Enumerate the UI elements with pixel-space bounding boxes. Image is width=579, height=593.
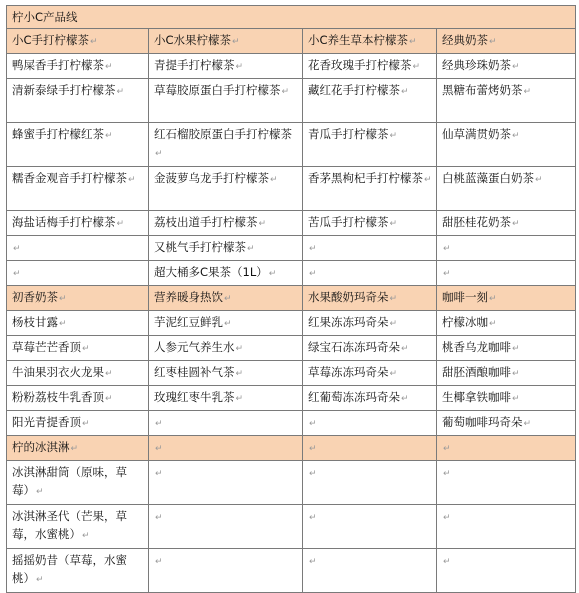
product-name: 草莓胶原蛋白手打柠檬茶 [154, 83, 281, 97]
section-header-text: 水果酸奶玛奇朵 [308, 290, 389, 304]
product-name: 红果冻冻玛奇朵 [308, 315, 389, 329]
section-header-cell: 营养暖身热饮↵ [149, 286, 303, 311]
product-name: 草莓芒芒香顶 [12, 340, 81, 354]
product-cell: 人参元气养生水↵ [149, 336, 303, 361]
section-header-row [7, 436, 576, 461]
table-row [7, 461, 576, 505]
product-cell: 绿宝石冻冻玛奇朵↵ [303, 336, 437, 361]
table-row [7, 123, 576, 167]
product-cell: 苦瓜手打柠檬茶↵ [303, 211, 437, 236]
product-cell: ↵ [437, 461, 576, 505]
product-cell: 青瓜手打柠檬茶↵ [303, 123, 437, 167]
product-cell: 鸭屎香手打柠檬茶↵ [7, 54, 149, 79]
product-name: 葡萄咖啡玛奇朵 [442, 415, 523, 429]
product-cell: 红石榴胶原蛋白手打柠檬茶↵ [149, 123, 303, 167]
section-header-cell: 水果酸奶玛奇朵↵ [303, 286, 437, 311]
product-cell: ↵ [7, 261, 149, 286]
product-cell: ↵ [7, 236, 149, 261]
product-cell: 糯香金观音手打柠檬茶↵ [7, 167, 149, 211]
section-header-text: 小C手打柠檬茶 [12, 33, 90, 47]
product-cell: ↵ [303, 549, 437, 593]
product-cell: ↵ [303, 461, 437, 505]
product-table-body [7, 6, 576, 593]
product-name: 人参元气养生水 [154, 340, 235, 354]
product-name: 红葡萄冻冻玛奇朵 [308, 390, 400, 404]
product-cell: 草莓冻冻玛奇朵↵ [303, 361, 437, 386]
product-cell: 甜胚桂花奶茶↵ [437, 211, 576, 236]
table-row [7, 336, 576, 361]
product-line-table [6, 5, 576, 593]
product-name: 又桃气手打柠檬茶 [154, 240, 246, 254]
table-row [7, 79, 576, 123]
product-cell: 蜂蜜手打柠檬红茶↵ [7, 123, 149, 167]
section-header-text: 营养暖身热饮 [154, 290, 223, 304]
product-cell: ↵ [303, 411, 437, 436]
section-header-text: 咖啡一刻 [442, 290, 488, 304]
product-name: 甜胚酒酿咖啡 [442, 365, 511, 379]
product-cell: 玫瑰红枣牛乳茶↵ [149, 386, 303, 411]
product-cell: 清新泰绿手打柠檬茶↵ [7, 79, 149, 123]
product-cell: 摇摇奶昔（草莓，水蜜桃）↵ [7, 549, 149, 593]
product-cell: ↵ [303, 236, 437, 261]
product-cell: 红果冻冻玛奇朵↵ [303, 311, 437, 336]
product-name: 经典珍珠奶茶 [442, 58, 511, 72]
table-row [7, 211, 576, 236]
product-cell: 红葡萄冻冻玛奇朵↵ [303, 386, 437, 411]
product-cell: 白桃蓝藻蛋白奶茶↵ [437, 167, 576, 211]
product-name: 粉粉荔枝牛乳香顶 [12, 390, 104, 404]
table-row [7, 54, 576, 79]
product-cell: ↵ [303, 261, 437, 286]
section-header-cell: 小C手打柠檬茶↵ [7, 29, 149, 54]
table-row [7, 549, 576, 593]
table-row [7, 261, 576, 286]
section-header-cell: 小C水果柠檬茶↵ [149, 29, 303, 54]
product-name: 清新泰绿手打柠檬茶 [12, 83, 116, 97]
product-cell: 香茅黑枸杞手打柠檬茶↵ [303, 167, 437, 211]
product-cell: 经典珍珠奶茶↵ [437, 54, 576, 79]
title-cell [7, 6, 576, 29]
product-name: 白桃蓝藻蛋白奶茶 [442, 171, 534, 185]
section-header-text: 小C水果柠檬茶 [154, 33, 232, 47]
section-header-cell: ↵ [149, 436, 303, 461]
product-name: 摇摇奶昔（草莓，水蜜桃） [12, 553, 127, 585]
product-cell: 葡萄咖啡玛奇朵↵ [437, 411, 576, 436]
table-row [7, 167, 576, 211]
section-header-text: 经典奶茶 [442, 33, 488, 47]
product-name: 桃香乌龙咖啡 [442, 340, 511, 354]
product-name: 冰淇淋圣代（芒果，草莓，水蜜桃） [12, 509, 127, 541]
table-row [7, 236, 576, 261]
product-cell: 藏红花手打柠檬茶↵ [303, 79, 437, 123]
product-name: 生椰拿铁咖啡 [442, 390, 511, 404]
section-header-cell: 初香奶茶↵ [7, 286, 149, 311]
title-row [7, 6, 576, 29]
product-name: 糯香金观音手打柠檬茶 [12, 171, 127, 185]
product-name: 红石榴胶原蛋白手打柠檬茶 [154, 127, 292, 141]
product-cell: 阳光青提香顶↵ [7, 411, 149, 436]
product-name: 藏红花手打柠檬茶 [308, 83, 400, 97]
product-cell: 草莓胶原蛋白手打柠檬茶↵ [149, 79, 303, 123]
product-cell: 桃香乌龙咖啡↵ [437, 336, 576, 361]
product-cell: ↵ [437, 236, 576, 261]
product-name: 超大桶多C果茶（1L） [154, 265, 268, 279]
product-name: 柠檬冰咖 [442, 315, 488, 329]
product-name: 红枣桂圆补气茶 [154, 365, 235, 379]
product-name: 绿宝石冻冻玛奇朵 [308, 340, 400, 354]
table-row [7, 411, 576, 436]
product-cell: 红枣桂圆补气茶↵ [149, 361, 303, 386]
product-name: 金菠萝乌龙手打柠檬茶 [154, 171, 269, 185]
product-name: 杨枝甘露 [12, 315, 58, 329]
product-cell: 超大桶多C果茶（1L）↵ [149, 261, 303, 286]
product-name: 仙草满贯奶茶 [442, 127, 511, 141]
section-header-cell: 经典奶茶↵ [437, 29, 576, 54]
product-name: 青提手打柠檬茶 [154, 58, 235, 72]
product-name: 牛油果羽衣火龙果 [12, 365, 104, 379]
section-header-cell: ↵ [437, 436, 576, 461]
product-cell: ↵ [149, 461, 303, 505]
product-cell: 黑糖布蕾烤奶茶↵ [437, 79, 576, 123]
product-cell: 荔枝出道手打柠檬茶↵ [149, 211, 303, 236]
section-header-cell: 小C养生草本柠檬茶↵ [303, 29, 437, 54]
product-cell: 冰淇淋圣代（芒果，草莓，水蜜桃）↵ [7, 505, 149, 549]
section-header-text: 柠的冰淇淋 [12, 440, 70, 454]
product-name: 鸭屎香手打柠檬茶 [12, 58, 104, 72]
product-cell: 牛油果羽衣火龙果↵ [7, 361, 149, 386]
product-name: 蜂蜜手打柠檬红茶 [12, 127, 104, 141]
section-header-cell: 柠的冰淇淋↵ [7, 436, 149, 461]
product-name: 海盐话梅手打柠檬茶 [12, 215, 116, 229]
product-cell: 粉粉荔枝牛乳香顶↵ [7, 386, 149, 411]
product-name: 黑糖布蕾烤奶茶 [442, 83, 523, 97]
product-cell: ↵ [437, 261, 576, 286]
product-name: 冰淇淋甜筒（原味，草莓） [12, 465, 127, 497]
product-name: 苦瓜手打柠檬茶 [308, 215, 389, 229]
table-row [7, 386, 576, 411]
product-cell: 草莓芒芒香顶↵ [7, 336, 149, 361]
product-name: 玫瑰红枣牛乳茶 [154, 390, 235, 404]
product-cell: ↵ [149, 549, 303, 593]
product-cell: 青提手打柠檬茶↵ [149, 54, 303, 79]
table-title: 柠小C产品线 [12, 10, 78, 24]
product-name: 甜胚桂花奶茶 [442, 215, 511, 229]
product-cell: 生椰拿铁咖啡↵ [437, 386, 576, 411]
product-name: 花香玫瑰手打柠檬茶 [308, 58, 412, 72]
section-header-text: 小C养生草本柠檬茶 [308, 33, 409, 47]
product-name: 阳光青提香顶 [12, 415, 81, 429]
product-cell: 仙草满贯奶茶↵ [437, 123, 576, 167]
product-name: 芋泥红豆鲜乳 [154, 315, 223, 329]
table-row [7, 361, 576, 386]
product-line-document [6, 5, 575, 593]
section-header-text: 初香奶茶 [12, 290, 58, 304]
section-header-cell: ↵ [303, 436, 437, 461]
product-cell: 海盐话梅手打柠檬茶↵ [7, 211, 149, 236]
product-cell: 金菠萝乌龙手打柠檬茶↵ [149, 167, 303, 211]
product-cell: ↵ [303, 505, 437, 549]
product-cell: 杨枝甘露↵ [7, 311, 149, 336]
product-cell: ↵ [437, 549, 576, 593]
product-cell: ↵ [437, 505, 576, 549]
product-cell: 花香玫瑰手打柠檬茶↵ [303, 54, 437, 79]
table-row [7, 311, 576, 336]
product-cell: 柠檬冰咖↵ [437, 311, 576, 336]
section-header-row [7, 29, 576, 54]
product-cell: ↵ [149, 505, 303, 549]
product-name: 草莓冻冻玛奇朵 [308, 365, 389, 379]
product-cell: 甜胚酒酿咖啡↵ [437, 361, 576, 386]
product-name: 香茅黑枸杞手打柠檬茶 [308, 171, 423, 185]
section-header-row [7, 286, 576, 311]
product-cell: 又桃气手打柠檬茶↵ [149, 236, 303, 261]
product-name: 青瓜手打柠檬茶 [308, 127, 389, 141]
section-header-cell: 咖啡一刻↵ [437, 286, 576, 311]
product-name: 荔枝出道手打柠檬茶 [154, 215, 258, 229]
product-cell: 冰淇淋甜筒（原味，草莓）↵ [7, 461, 149, 505]
product-cell: ↵ [149, 411, 303, 436]
product-cell: 芋泥红豆鲜乳↵ [149, 311, 303, 336]
